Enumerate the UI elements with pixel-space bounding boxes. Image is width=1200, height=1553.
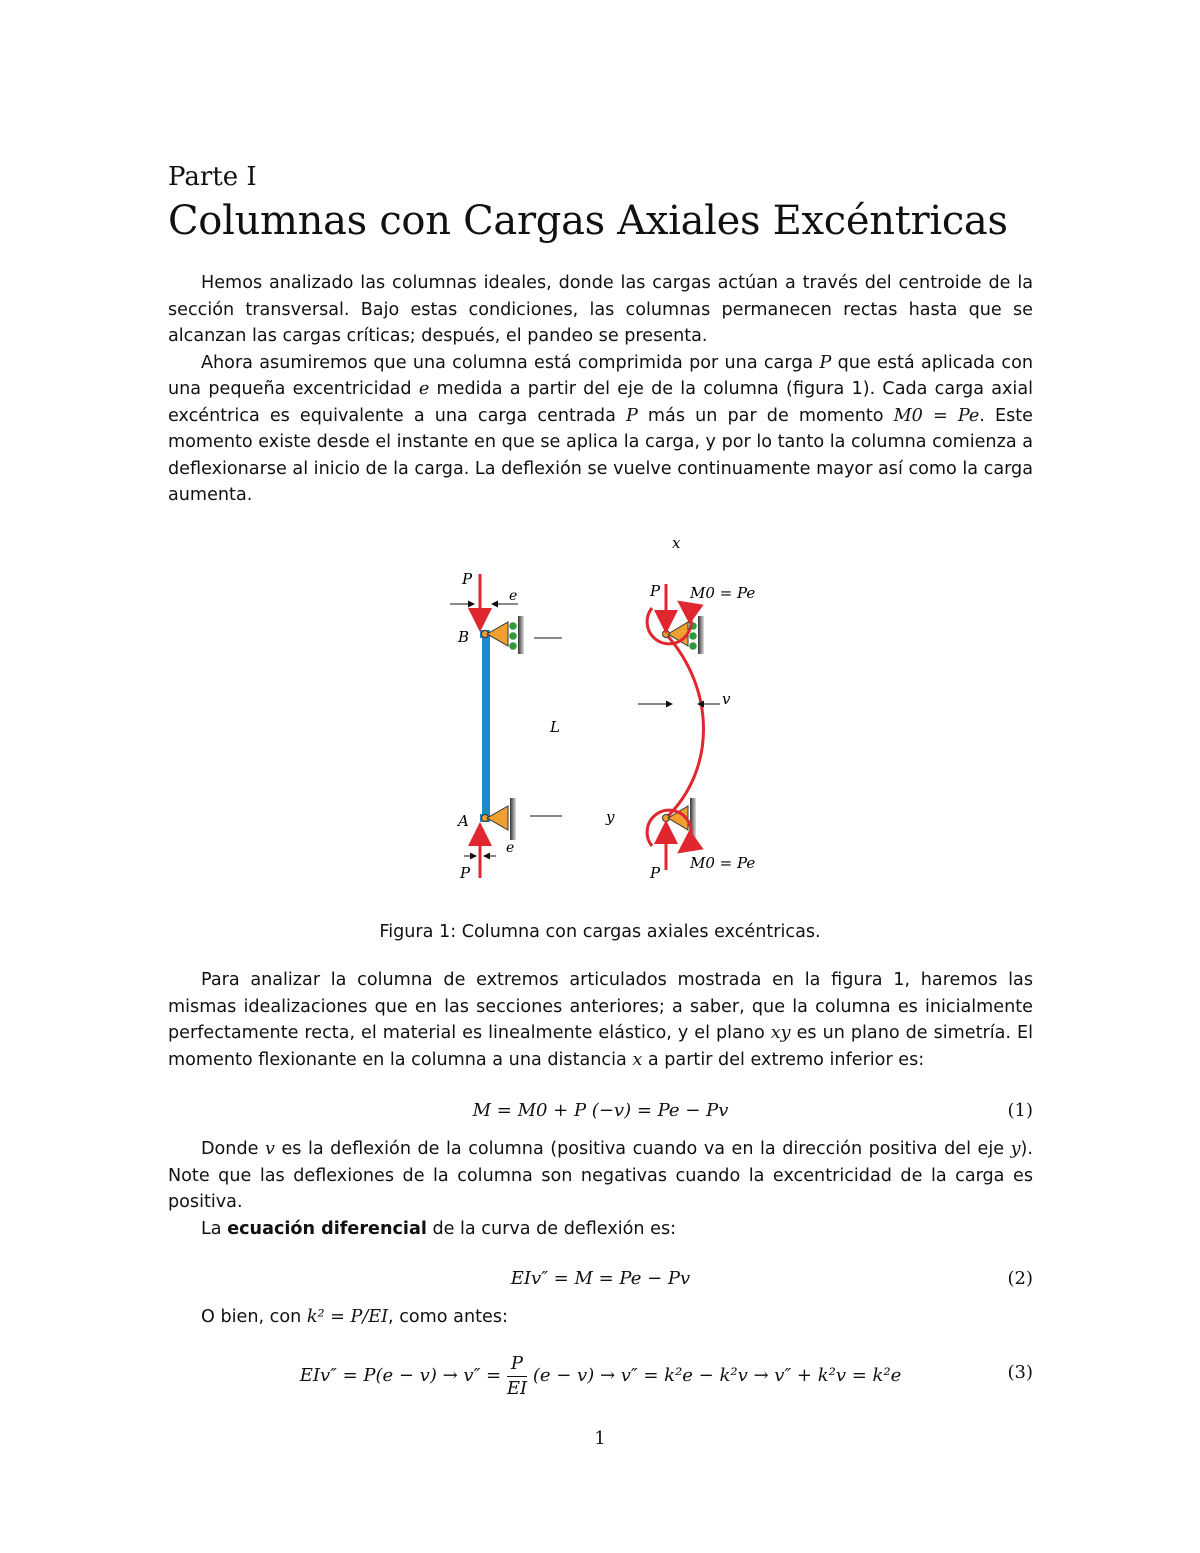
label-P: P: [650, 864, 661, 882]
support-top-left: [487, 622, 508, 646]
roller-icon: [509, 632, 517, 640]
wall-top-right: [698, 616, 704, 654]
paragraph-3: Para analizar la columna de extremos articulados mostrada en la figura 1, haremos las mismas idealizaciones que en las secciones anteriores; a saber, que la columna es inicialmente perfectamente recta, el material es linealmente elástico, y el plano xy es un plano de simetría. El momento flexionante en la columna a una distancia x a partir del extremo inferior es:: [168, 970, 1033, 1070]
label-P: P: [460, 864, 471, 882]
label-M0: M0 = Pe: [690, 584, 756, 602]
label-A: A: [458, 812, 469, 830]
intro-paragraphs: [168, 270, 1033, 509]
equation-body: EIv″ = P(e − v) → v″ = $\frac{P}{EI}$ (e − v) → v″ = k²e − k²v → v″ + k²v = k²e: [299, 1352, 902, 1399]
column-figure: [420, 530, 800, 890]
equation-body: M = M0 + P (−v) = Pe − Pv: [472, 1100, 729, 1121]
equation-number: (1): [1007, 1100, 1033, 1121]
page-number: 1: [594, 1428, 606, 1449]
fraction: $\frac{P}{EI}$: [506, 1352, 528, 1399]
deflection-paragraphs: [168, 1136, 1033, 1242]
paragraph-5: La ecuación diferencial de la curva de deflexión es:: [201, 1218, 677, 1239]
analysis-paragraph: [168, 967, 1033, 1073]
label-e: e: [506, 840, 515, 856]
section-title: Columnas con Cargas Axiales Excéntricas: [168, 198, 1008, 244]
equation-number: (3): [1007, 1362, 1033, 1383]
paragraph-6-wrap: [168, 1304, 1033, 1331]
wall-bottom-left: [510, 798, 516, 840]
label-P: P: [462, 570, 473, 588]
label-M0: M0 = Pe: [690, 854, 756, 872]
label-P: P: [650, 582, 661, 600]
label-y-axis: y: [606, 808, 615, 826]
paragraph-4: Donde v es la deflexión de la columna (positiva cuando va en la dirección positiva del eje y). Note que las deflexiones de la columna son negativas cuando la excentricidad de la carga es positiva.: [168, 1139, 1033, 1212]
paragraph-1: Hemos analizado las columnas ideales, donde las cargas actúan a través del centroide de la sección transversal. Bajo estas condiciones, las columnas permanecen rectas hasta que se alcanzan las cargas críticas; después, el pandeo se presenta.: [168, 273, 1033, 346]
roller-icon: [689, 632, 697, 640]
deflected-column: [666, 634, 704, 818]
figure-caption: Figura 1: Columna con cargas axiales excéntricas.: [379, 922, 821, 942]
roller-icon: [509, 622, 517, 630]
wall-top-left: [518, 616, 524, 654]
equation-number: (2): [1007, 1268, 1033, 1289]
label-L: L: [550, 718, 560, 736]
paragraph-6: O bien, con k² = P/EI, como antes:: [201, 1307, 508, 1327]
support-bottom-left: [487, 806, 508, 830]
equation-2: [168, 1268, 1033, 1298]
equation-body: EIv″ = M = Pe − Pv: [510, 1268, 691, 1289]
label-e: e: [509, 588, 518, 604]
roller-icon: [689, 642, 697, 650]
column-bar: [482, 632, 490, 820]
part-label: Parte I: [168, 162, 257, 192]
label-B: B: [458, 628, 470, 646]
roller-icon: [509, 642, 517, 650]
paragraph-2: Ahora asumiremos que una columna está comprimida por una carga P que está aplicada con una pequeña excentricidad e medida a partir del eje de la columna (figura 1). Cada carga axial excéntrica es equivalente a una carga centrada P más un par de momento M0 = Pe. Este momento existe desde el instante en que se aplica la carga, y por lo tanto la columna comienza a deflexionarse al inicio de la carga. La deflexión se vuelve continuamente mayor así como la carga aumenta.: [168, 352, 1033, 505]
label-v: v: [722, 690, 731, 708]
equation-3: [168, 1350, 1033, 1402]
label-x-axis: x: [672, 534, 681, 552]
equation-1: [168, 1100, 1033, 1130]
